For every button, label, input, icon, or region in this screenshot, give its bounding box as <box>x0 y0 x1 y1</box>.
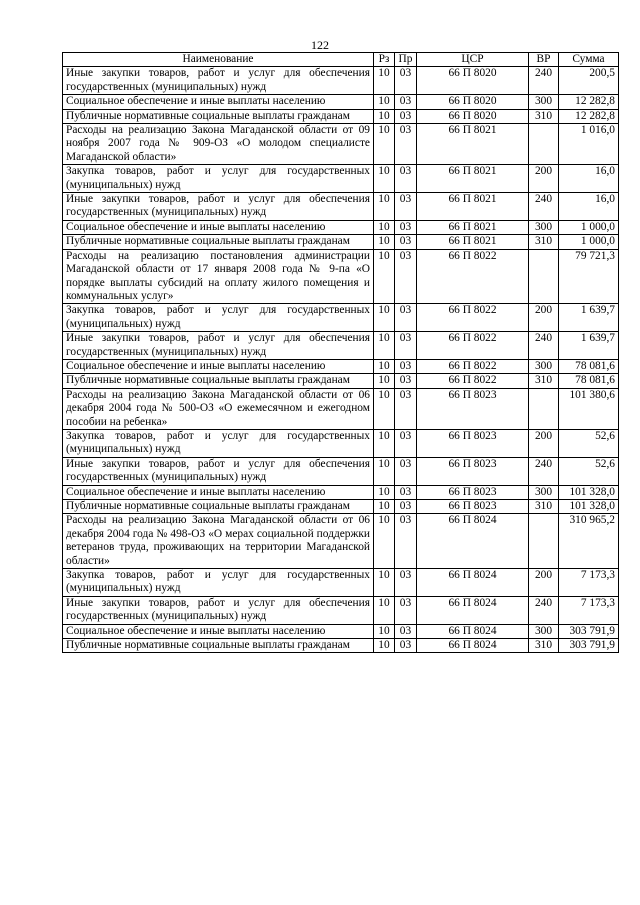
header-sum: Сумма <box>559 53 619 67</box>
row-name: Иные закупки товаров, работ и услуг для обеспечения государственных (муниципальных) нужд <box>63 332 374 360</box>
row-rz: 10 <box>374 388 395 429</box>
row-rz: 10 <box>374 429 395 457</box>
row-sum: 1 016,0 <box>559 124 619 165</box>
row-rz: 10 <box>374 569 395 597</box>
row-sum: 7 173,3 <box>559 569 619 597</box>
row-rz: 10 <box>374 359 395 373</box>
table-row <box>63 374 619 388</box>
row-vr: 240 <box>529 457 559 485</box>
row-csr: 66 П 8021 <box>417 124 529 165</box>
row-pr: 03 <box>395 304 417 332</box>
row-name: Публичные нормативные социальные выплаты гражданам <box>63 639 374 653</box>
row-sum: 12 282,8 <box>559 95 619 109</box>
row-csr: 66 П 8021 <box>417 220 529 234</box>
row-vr: 310 <box>529 235 559 249</box>
row-name: Публичные нормативные социальные выплаты гражданам <box>63 500 374 514</box>
row-pr: 03 <box>395 220 417 234</box>
row-rz: 10 <box>374 500 395 514</box>
row-sum: 1 000,0 <box>559 220 619 234</box>
row-sum: 52,6 <box>559 457 619 485</box>
row-rz: 10 <box>374 220 395 234</box>
row-rz: 10 <box>374 165 395 193</box>
table-row <box>63 596 619 624</box>
table-row <box>63 500 619 514</box>
row-rz: 10 <box>374 514 395 569</box>
row-vr: 240 <box>529 193 559 221</box>
row-pr: 03 <box>395 500 417 514</box>
budget-table <box>62 52 619 653</box>
row-pr: 03 <box>395 95 417 109</box>
table-row <box>63 569 619 597</box>
row-name: Социальное обеспечение и иные выплаты населению <box>63 624 374 638</box>
row-sum: 7 173,3 <box>559 596 619 624</box>
table-row <box>63 193 619 221</box>
row-csr: 66 П 8022 <box>417 374 529 388</box>
row-name: Закупка товаров, работ и услуг для государственных (муниципальных) нужд <box>63 569 374 597</box>
row-sum: 1 000,0 <box>559 235 619 249</box>
row-pr: 03 <box>395 193 417 221</box>
row-name: Публичные нормативные социальные выплаты гражданам <box>63 235 374 249</box>
row-pr: 03 <box>395 514 417 569</box>
row-pr: 03 <box>395 109 417 123</box>
row-rz: 10 <box>374 67 395 95</box>
row-vr <box>529 124 559 165</box>
row-sum: 78 081,6 <box>559 359 619 373</box>
row-pr: 03 <box>395 624 417 638</box>
row-csr: 66 П 8021 <box>417 165 529 193</box>
header-csr: ЦСР <box>417 53 529 67</box>
row-vr: 310 <box>529 639 559 653</box>
row-name: Иные закупки товаров, работ и услуг для обеспечения государственных (муниципальных) нужд <box>63 67 374 95</box>
row-csr: 66 П 8021 <box>417 235 529 249</box>
row-name: Социальное обеспечение и иные выплаты населению <box>63 359 374 373</box>
row-name: Закупка товаров, работ и услуг для государственных (муниципальных) нужд <box>63 429 374 457</box>
row-sum: 52,6 <box>559 429 619 457</box>
row-vr: 200 <box>529 304 559 332</box>
row-vr: 300 <box>529 95 559 109</box>
row-sum: 101 380,6 <box>559 388 619 429</box>
row-pr: 03 <box>395 429 417 457</box>
table-row <box>63 165 619 193</box>
table-row <box>63 235 619 249</box>
row-vr: 200 <box>529 429 559 457</box>
table-row <box>63 109 619 123</box>
row-sum: 78 081,6 <box>559 374 619 388</box>
row-name: Расходы на реализацию постановления администрации Магаданской области от 17 января 2008 года № 9-па «О порядке выплаты субсидий на оплату жилого помещения и коммунальных услуг» <box>63 249 374 304</box>
row-name: Публичные нормативные социальные выплаты гражданам <box>63 374 374 388</box>
row-vr: 200 <box>529 569 559 597</box>
row-csr: 66 П 8024 <box>417 569 529 597</box>
row-rz: 10 <box>374 639 395 653</box>
row-rz: 10 <box>374 249 395 304</box>
row-sum: 101 328,0 <box>559 500 619 514</box>
row-sum: 1 639,7 <box>559 304 619 332</box>
row-sum: 303 791,9 <box>559 624 619 638</box>
row-csr: 66 П 8023 <box>417 500 529 514</box>
row-csr: 66 П 8024 <box>417 639 529 653</box>
row-pr: 03 <box>395 332 417 360</box>
row-csr: 66 П 8022 <box>417 332 529 360</box>
row-sum: 1 639,7 <box>559 332 619 360</box>
row-name: Закупка товаров, работ и услуг для государственных (муниципальных) нужд <box>63 165 374 193</box>
row-sum: 16,0 <box>559 193 619 221</box>
table-row <box>63 514 619 569</box>
row-vr: 300 <box>529 624 559 638</box>
row-csr: 66 П 8024 <box>417 624 529 638</box>
row-name: Иные закупки товаров, работ и услуг для обеспечения государственных (муниципальных) нужд <box>63 193 374 221</box>
row-pr: 03 <box>395 485 417 499</box>
row-vr: 310 <box>529 374 559 388</box>
row-csr: 66 П 8024 <box>417 596 529 624</box>
row-rz: 10 <box>374 332 395 360</box>
row-name: Расходы на реализацию Закона Магаданской области от 09 ноября 2007 года № 909-ОЗ «О молодом специалисте Магаданской области» <box>63 124 374 165</box>
header-pr: Пр <box>395 53 417 67</box>
row-sum: 303 791,9 <box>559 639 619 653</box>
row-vr <box>529 249 559 304</box>
row-name: Закупка товаров, работ и услуг для государственных (муниципальных) нужд <box>63 304 374 332</box>
table-row <box>63 124 619 165</box>
table-row <box>63 220 619 234</box>
table-row <box>63 639 619 653</box>
row-csr: 66 П 8023 <box>417 485 529 499</box>
row-pr: 03 <box>395 249 417 304</box>
row-sum: 200,5 <box>559 67 619 95</box>
table-row <box>63 457 619 485</box>
row-pr: 03 <box>395 235 417 249</box>
row-csr: 66 П 8023 <box>417 457 529 485</box>
row-vr: 240 <box>529 332 559 360</box>
table-row <box>63 485 619 499</box>
table-row <box>63 332 619 360</box>
row-vr: 300 <box>529 359 559 373</box>
row-vr: 310 <box>529 109 559 123</box>
table-body <box>63 67 619 653</box>
row-vr: 200 <box>529 165 559 193</box>
row-vr: 240 <box>529 67 559 95</box>
row-sum: 12 282,8 <box>559 109 619 123</box>
header-vr: ВР <box>529 53 559 67</box>
row-pr: 03 <box>395 165 417 193</box>
row-rz: 10 <box>374 624 395 638</box>
row-sum: 310 965,2 <box>559 514 619 569</box>
row-pr: 03 <box>395 124 417 165</box>
row-rz: 10 <box>374 304 395 332</box>
row-csr: 66 П 8022 <box>417 359 529 373</box>
row-name: Публичные нормативные социальные выплаты гражданам <box>63 109 374 123</box>
row-csr: 66 П 8023 <box>417 429 529 457</box>
row-csr: 66 П 8020 <box>417 67 529 95</box>
row-pr: 03 <box>395 639 417 653</box>
row-pr: 03 <box>395 67 417 95</box>
table-row <box>63 95 619 109</box>
row-vr: 300 <box>529 485 559 499</box>
table-row <box>63 624 619 638</box>
row-csr: 66 П 8020 <box>417 109 529 123</box>
row-rz: 10 <box>374 235 395 249</box>
row-pr: 03 <box>395 388 417 429</box>
row-rz: 10 <box>374 124 395 165</box>
row-name: Иные закупки товаров, работ и услуг для обеспечения государственных (муниципальных) нужд <box>63 457 374 485</box>
row-pr: 03 <box>395 374 417 388</box>
row-rz: 10 <box>374 374 395 388</box>
row-sum: 79 721,3 <box>559 249 619 304</box>
row-name: Социальное обеспечение и иные выплаты населению <box>63 485 374 499</box>
table-row <box>63 67 619 95</box>
row-rz: 10 <box>374 457 395 485</box>
table-row <box>63 304 619 332</box>
row-pr: 03 <box>395 596 417 624</box>
table-row <box>63 359 619 373</box>
row-rz: 10 <box>374 95 395 109</box>
row-name: Расходы на реализацию Закона Магаданской области от 06 декабря 2004 года № 500-ОЗ «О ежемесячном и ежегодном пособии на ребенка» <box>63 388 374 429</box>
row-rz: 10 <box>374 193 395 221</box>
row-pr: 03 <box>395 457 417 485</box>
row-csr: 66 П 8023 <box>417 388 529 429</box>
header-rz: Рз <box>374 53 395 67</box>
table-header-row <box>63 53 619 67</box>
row-csr: 66 П 8024 <box>417 514 529 569</box>
row-csr: 66 П 8021 <box>417 193 529 221</box>
row-rz: 10 <box>374 485 395 499</box>
row-pr: 03 <box>395 569 417 597</box>
header-name: Наименование <box>63 53 374 67</box>
row-name: Социальное обеспечение и иные выплаты населению <box>63 220 374 234</box>
row-vr: 300 <box>529 220 559 234</box>
row-sum: 101 328,0 <box>559 485 619 499</box>
row-vr: 310 <box>529 500 559 514</box>
row-csr: 66 П 8020 <box>417 95 529 109</box>
table-row <box>63 249 619 304</box>
row-csr: 66 П 8022 <box>417 304 529 332</box>
row-vr <box>529 514 559 569</box>
page-number: 122 <box>311 38 329 52</box>
row-vr <box>529 388 559 429</box>
row-name: Расходы на реализацию Закона Магаданской области от 06 декабря 2004 года № 498-ОЗ «О мерах социальной поддержки ветеранов труда, проживающих на территории Магаданской области» <box>63 514 374 569</box>
row-name: Социальное обеспечение и иные выплаты населению <box>63 95 374 109</box>
row-sum: 16,0 <box>559 165 619 193</box>
row-csr: 66 П 8022 <box>417 249 529 304</box>
row-rz: 10 <box>374 109 395 123</box>
row-name: Иные закупки товаров, работ и услуг для обеспечения государственных (муниципальных) нужд <box>63 596 374 624</box>
row-rz: 10 <box>374 596 395 624</box>
table-row <box>63 429 619 457</box>
table-row <box>63 388 619 429</box>
row-pr: 03 <box>395 359 417 373</box>
row-vr: 240 <box>529 596 559 624</box>
